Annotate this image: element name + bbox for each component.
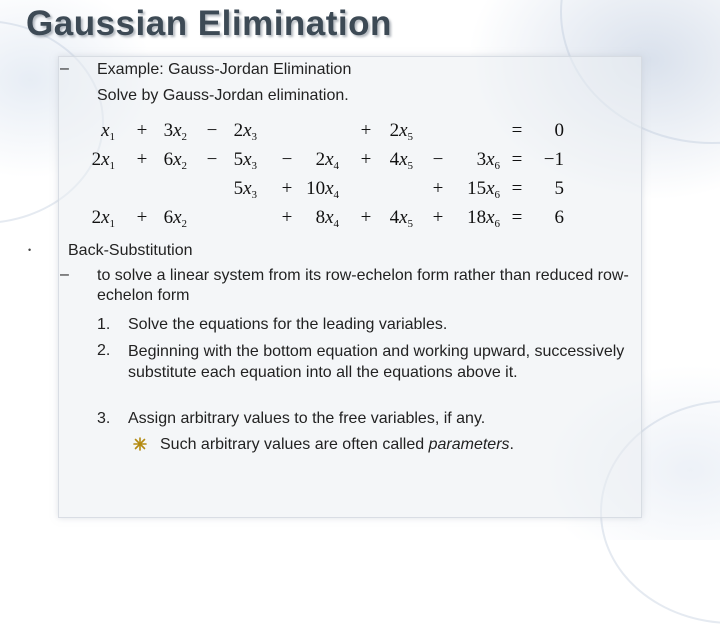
- equation-operator: +: [432, 207, 444, 228]
- equation-operator: +: [360, 207, 372, 228]
- step-number: 1.: [97, 316, 111, 333]
- parameters-note: [160, 435, 514, 455]
- step-number: 2.: [97, 342, 111, 359]
- equation-term: $4x_5$: [389, 207, 413, 230]
- step-text: Assign arbitrary values to the free variables, if any.: [128, 410, 486, 427]
- equation-term: $2x_1$: [91, 207, 115, 230]
- note-suffix: .: [509, 436, 514, 453]
- equation-term: $5x_3$: [233, 149, 257, 172]
- equation-term: $15x_6$: [467, 178, 500, 201]
- equation-rhs: 0: [554, 120, 564, 141]
- equation-rhs: 6: [554, 207, 564, 228]
- equals-sign: =: [511, 178, 523, 199]
- equation-term: $2x_5$: [389, 120, 413, 143]
- equation-operator: +: [432, 178, 444, 199]
- equals-sign: =: [511, 207, 523, 228]
- equation-operator: +: [360, 149, 372, 170]
- back-substitution-heading: Back-Substitution: [68, 242, 193, 259]
- equation-operator: −: [206, 149, 218, 170]
- equation-term: $2x_1$: [91, 149, 115, 172]
- back-substitution-description: to solve a linear system from its row-echelon form rather than reduced row-echelon form: [97, 267, 629, 304]
- slide-title: Gaussian Elimination: [26, 4, 392, 43]
- step-text: Beginning with the bottom equation and working upward, successively substitute each equation into all the equations above it.: [128, 343, 625, 381]
- equation-term: $18x_6$: [467, 207, 500, 230]
- equation-operator: +: [136, 120, 148, 141]
- equation-term: $4x_5$: [389, 149, 413, 172]
- equation-term: $6x_2$: [163, 149, 187, 172]
- equation-term: $6x_2$: [163, 207, 187, 230]
- equation-term: $2x_4$: [315, 149, 339, 172]
- step-text: Solve the equations for the leading variables.: [128, 316, 448, 333]
- equation-term: $2x_3$: [233, 120, 257, 143]
- equation-term: $5x_3$: [233, 178, 257, 201]
- equation-operator: +: [136, 207, 148, 228]
- back-sub-dash: –: [60, 266, 69, 283]
- equals-sign: =: [511, 120, 523, 141]
- equals-sign: =: [511, 149, 523, 170]
- equation-operator: −: [432, 149, 444, 170]
- equation-term: $10x_4$: [306, 178, 339, 201]
- asterisk-star-icon: [133, 437, 147, 451]
- equation-rhs: −1: [543, 149, 564, 170]
- equation-operator: −: [206, 120, 218, 141]
- equation-operator: −: [281, 149, 293, 170]
- equation-term: $3x_2$: [163, 120, 187, 143]
- equation-term: $3x_6$: [476, 149, 500, 172]
- equation-term: $8x_4$: [315, 207, 339, 230]
- equation-term: $x_1$: [101, 120, 115, 143]
- step-number: 3.: [97, 410, 111, 427]
- equation-operator: +: [281, 207, 293, 228]
- note-term: parameters: [428, 436, 510, 453]
- equation-rhs: 5: [554, 178, 564, 199]
- example-subheading: Solve by Gauss-Jordan elimination.: [97, 87, 349, 104]
- note-prefix: Such arbitrary values are often called: [160, 436, 429, 453]
- equation-operator: +: [281, 178, 293, 199]
- example-dash: –: [60, 60, 69, 77]
- equation-operator: +: [136, 149, 148, 170]
- bullet-point: •: [28, 245, 32, 255]
- equation-operator: +: [360, 120, 372, 141]
- example-heading: Example: Gauss-Jordan Elimination: [97, 61, 352, 78]
